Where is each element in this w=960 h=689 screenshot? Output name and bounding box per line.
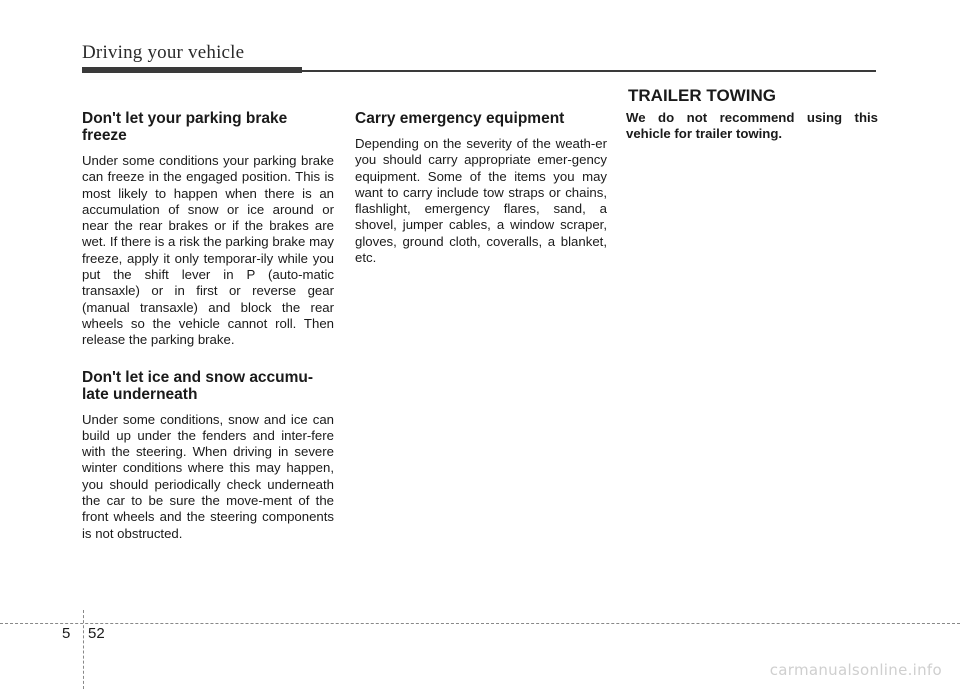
paragraph-trailer-towing: We do not recommend using this vehicle for trailer towing. xyxy=(626,110,878,142)
header-rule-thin xyxy=(302,70,876,72)
footer-rule xyxy=(0,623,960,624)
heading-parking-brake-freeze: Don't let your parking brake freeze xyxy=(82,110,288,144)
heading-emergency-equipment: Carry emergency equipment xyxy=(355,110,565,127)
middle-column xyxy=(355,110,607,282)
right-column xyxy=(626,110,878,143)
paragraph-ice-snow-underneath: Under some conditions, snow and ice can build up under the fenders and inter-fere with the steering. When driving in severe winter conditions where this may happen, you should periodically check underneath the car to be sure the move-ment of the front wheels and the steering components is not obstructed. xyxy=(82,411,334,541)
page-number: 52 xyxy=(88,625,105,642)
left-column xyxy=(82,110,334,558)
running-head: Driving your vehicle xyxy=(82,42,245,63)
watermark: carmanualsonline.info xyxy=(769,661,942,679)
section-title-trailer-towing: TRAILER TOWING xyxy=(628,86,776,105)
paragraph-emergency-equipment: Depending on the severity of the weath-er you should carry appropriate emer-gency equipment. Some of the items you may want to carry include tow straps or chains, flashlight, emergency flares, sand, a shovel, jumper cables, a window scraper, gloves, ground cloth, coveralls, a blanket, etc. xyxy=(355,136,607,266)
heading-ice-snow-underneath: Don't let ice and snow accumu-late underneath xyxy=(82,368,314,403)
paragraph-parking-brake-freeze: Under some conditions your parking brake can freeze in the engaged position. This is most likely to happen when there is an accumulation of snow or ice around or near the rear brakes or if the brakes are wet. If there is a risk the parking brake may freeze, apply it only temporar-ily while you put the shift lever in P (auto-matic transaxle) or in first or reverse gear (manual transaxle) and block the rear wheels so the vehicle cannot roll. Then release the parking brake. xyxy=(82,153,334,348)
header-rule-thick xyxy=(82,67,302,73)
footer-vertical-rule xyxy=(83,610,84,689)
chapter-number: 5 xyxy=(62,625,71,642)
